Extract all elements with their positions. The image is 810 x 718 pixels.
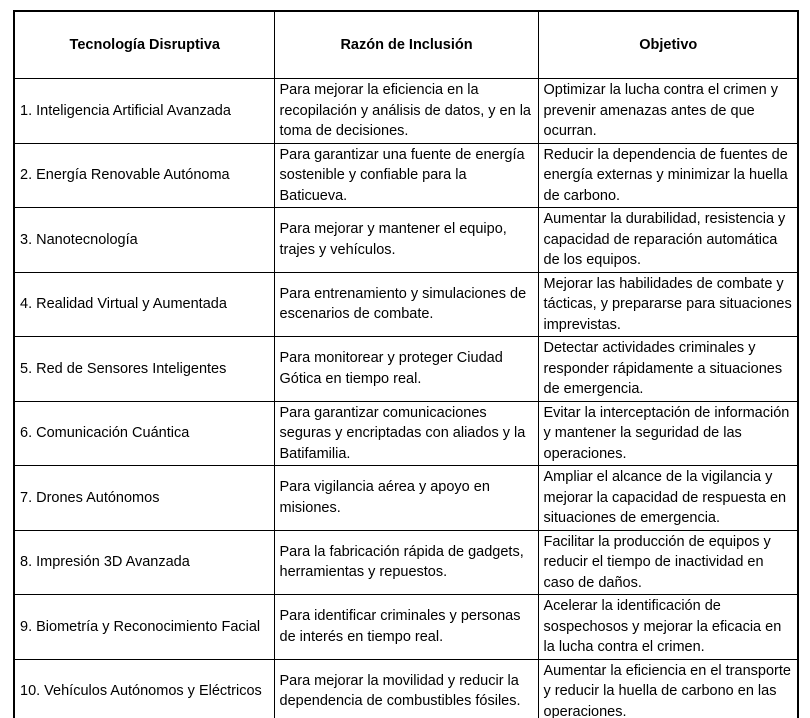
cell-objective: Detectar actividades criminales y responder rápidamente a situaciones de emergencia. (538, 337, 798, 402)
table-row (14, 143, 798, 208)
table-row (14, 337, 798, 402)
table-row (14, 272, 798, 337)
cell-tech: 6. Comunicación Cuántica (14, 401, 274, 466)
table-row (14, 466, 798, 531)
disruptive-tech-table (13, 10, 799, 718)
cell-tech: 1. Inteligencia Artificial Avanzada (14, 79, 274, 144)
cell-reason: Para mejorar la movilidad y reducir la dependencia de combustibles fósiles. (274, 659, 538, 718)
cell-objective: Mejorar las habilidades de combate y tácticas, y prepararse para situaciones imprevistas. (538, 272, 798, 337)
cell-objective: Optimizar la lucha contra el crimen y prevenir amenazas antes de que ocurran. (538, 79, 798, 144)
cell-tech: 3. Nanotecnología (14, 208, 274, 273)
cell-tech: 8. Impresión 3D Avanzada (14, 530, 274, 595)
cell-reason: Para entrenamiento y simulaciones de escenarios de combate. (274, 272, 538, 337)
cell-tech: 9. Biometría y Reconocimiento Facial (14, 595, 274, 660)
table-row (14, 79, 798, 144)
cell-tech: 10. Vehículos Autónomos y Eléctricos (14, 659, 274, 718)
cell-reason: Para garantizar comunicaciones seguras y encriptadas con aliados y la Batifamilia. (274, 401, 538, 466)
cell-objective: Acelerar la identificación de sospechosos y mejorar la eficacia en la lucha contra el crimen. (538, 595, 798, 660)
cell-tech: 2. Energía Renovable Autónoma (14, 143, 274, 208)
cell-tech: 7. Drones Autónomos (14, 466, 274, 531)
header-objetivo: Objetivo (538, 11, 798, 79)
table-body (14, 79, 798, 718)
cell-reason: Para garantizar una fuente de energía sostenible y confiable para la Baticueva. (274, 143, 538, 208)
cell-reason: Para la fabricación rápida de gadgets, herramientas y repuestos. (274, 530, 538, 595)
cell-tech: 4. Realidad Virtual y Aumentada (14, 272, 274, 337)
cell-objective: Aumentar la eficiencia en el transporte y reducir la huella de carbono en las operaciones. (538, 659, 798, 718)
table-row (14, 659, 798, 718)
cell-reason: Para mejorar la eficiencia en la recopilación y análisis de datos, y en la toma de decisiones. (274, 79, 538, 144)
header-razon-de-inclusion: Razón de Inclusión (274, 11, 538, 79)
cell-objective: Reducir la dependencia de fuentes de energía externas y minimizar la huella de carbono. (538, 143, 798, 208)
table-row (14, 595, 798, 660)
cell-reason: Para identificar criminales y personas de interés en tiempo real. (274, 595, 538, 660)
table-row (14, 401, 798, 466)
cell-objective: Ampliar el alcance de la vigilancia y mejorar la capacidad de respuesta en situaciones de emergencia. (538, 466, 798, 531)
cell-reason: Para vigilancia aérea y apoyo en misiones. (274, 466, 538, 531)
table-row (14, 208, 798, 273)
cell-objective: Evitar la interceptación de información y mantener la seguridad de las operaciones. (538, 401, 798, 466)
header-tecnologia-disruptiva: Tecnología Disruptiva (14, 11, 274, 79)
cell-tech: 5. Red de Sensores Inteligentes (14, 337, 274, 402)
cell-reason: Para monitorear y proteger Ciudad Gótica en tiempo real. (274, 337, 538, 402)
cell-objective: Aumentar la durabilidad, resistencia y capacidad de reparación automática de los equipos. (538, 208, 798, 273)
table-header-row (14, 11, 798, 79)
cell-reason: Para mejorar y mantener el equipo, trajes y vehículos. (274, 208, 538, 273)
table-row (14, 530, 798, 595)
cell-objective: Facilitar la producción de equipos y reducir el tiempo de inactividad en caso de daños. (538, 530, 798, 595)
